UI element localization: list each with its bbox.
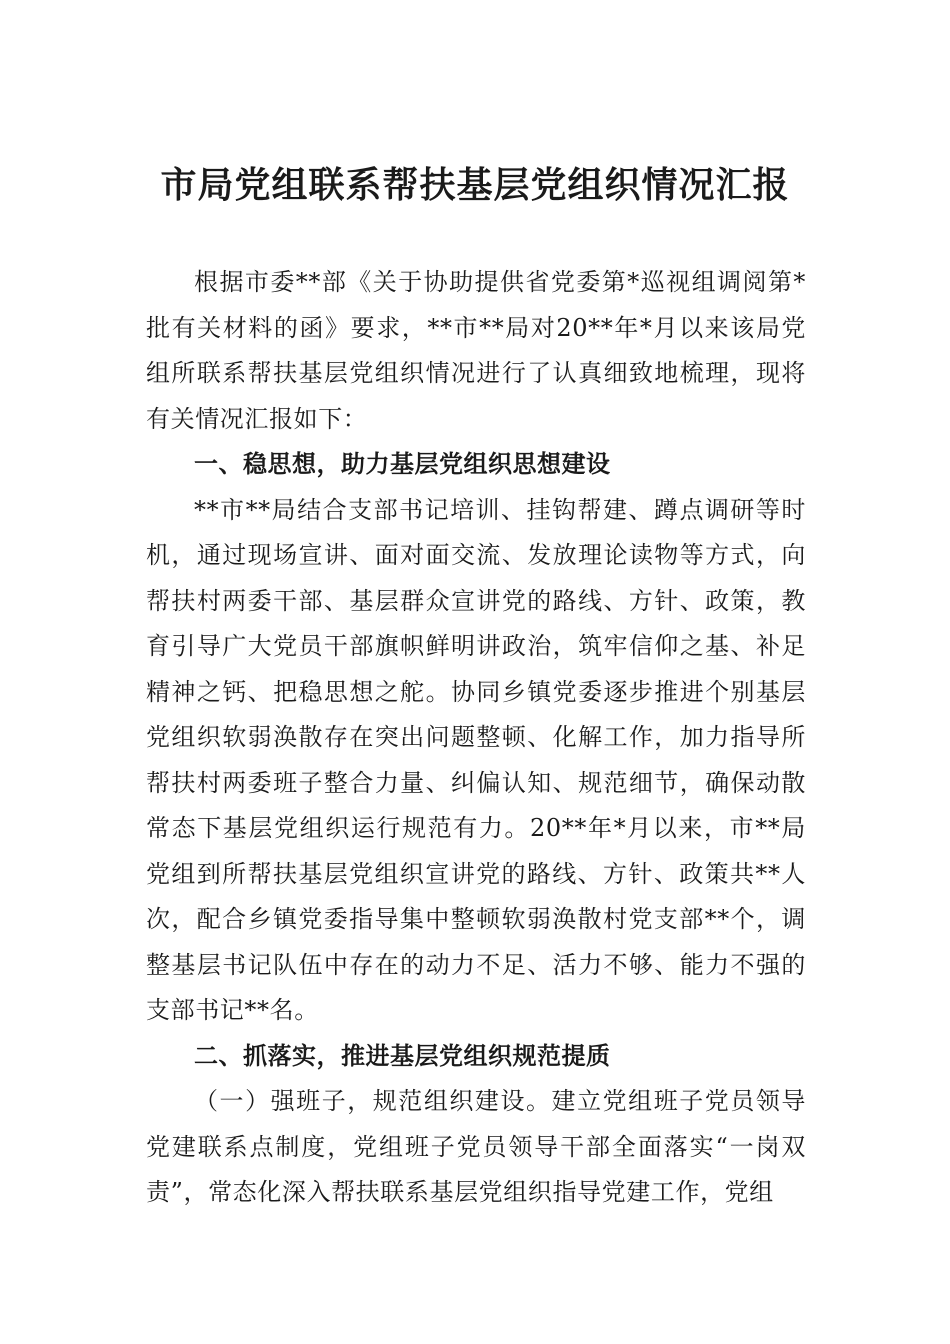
section-2-heading: 二、抓落实，推进基层党组织规范提质 <box>194 1041 611 1070</box>
intro-paragraph: 根据市委**部《关于协助提供省党委第*巡视组调阅第*批有关材料的函》要求，**市**局对20**年*月以来该局党组所联系帮扶基层党组织情况进行了认真细致地梳理，现将有关情况汇报如下： <box>146 268 806 433</box>
section-2-paragraph <box>146 1079 806 1216</box>
section-2-subheading: （一）强班子，规范组织建设。 <box>194 1087 552 1115</box>
section-1-heading: 一、稳思想，助力基层党组织思想建设 <box>194 450 611 478</box>
section-1-paragraph: **市**局结合支部书记培训、挂钩帮建、蹲点调研等时机，通过现场宣讲、面对面交流、发放理论读物等方式，向帮扶村两委干部、基层群众宣讲党的路线、方针、政策，教育引导广大党员干部旗帜鲜明讲政治，筑牢信仰之基、补足精神之钙、把稳思想之舵。协同乡镇党委逐步推进个别基层党组织软弱涣散存在突出问题整顿、化解工作，加力指导所帮扶村两委班子整合力量、纠偏认知、规范细节，确保动散常态下基层党组织运行规范有力。20**年*月以来，市**局党组到所帮扶基层党组织宣讲党的路线、方针、政策共**人次，配合乡镇党委指导集中整顿软弱涣散村党支部**个，调整基层书记队伍中存在的动力不足、活力不够、能力不强的支部书记**名。 <box>146 495 806 1024</box>
section-2-text: 建立党组班子党员领导党建联系点制度，党组班子党员领导干部全面落实“一岗双责”，常态化深入帮扶联系基层党组织指导党建工作，党组 <box>146 1087 806 1206</box>
document-body <box>146 260 806 1216</box>
document-title: 市局党组联系帮扶基层党组织情况汇报 <box>160 164 790 206</box>
